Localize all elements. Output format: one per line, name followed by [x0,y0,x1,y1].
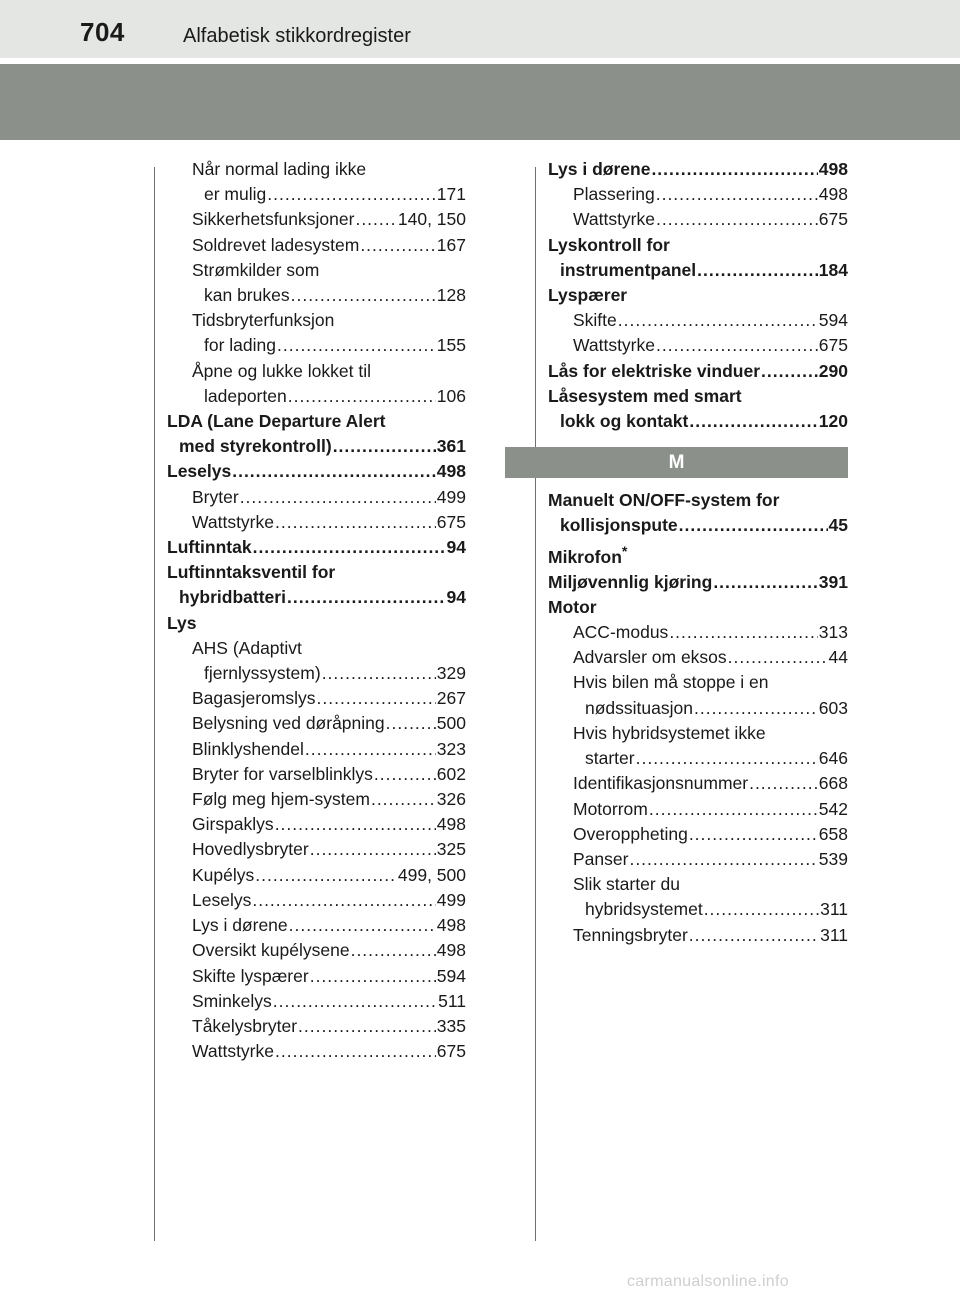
index-entry-label: Leselys [167,461,232,482]
index-entry-label: Hvis bilen må stoppe i en [573,672,769,693]
index-entry-label: Soldrevet ladesystem [192,234,360,255]
index-entry-label: Lys i dørene [548,159,651,179]
index-entry-page: 498 [436,814,466,835]
index-entry [548,359,848,384]
index-entry [167,409,466,434]
index-entry [167,560,466,585]
dot-leader [689,822,818,847]
index-entry [548,897,848,922]
dot-leader [351,938,436,963]
index-entry [548,157,848,182]
index-entry-label: Bryter for varselblinklys [192,763,373,784]
index-entry-label: ACC-modus [573,622,669,643]
index-entry-page: 311 [820,924,848,945]
index-entry-page: 498 [436,940,466,961]
dot-leader [252,888,435,913]
index-group-l-continued [548,157,848,434]
index-entry-page: 391 [818,571,848,592]
index-entry-page: 675 [436,1041,466,1062]
index-entry [548,283,848,308]
index-entry-page: 267 [436,688,466,709]
index-entry [548,721,848,746]
index-entry-label: LDA (Lane Departure Alert [167,411,386,432]
dot-leader [656,182,818,207]
index-entry-label: Wattstyrke [192,511,274,532]
index-entry [167,283,466,308]
index-entry [167,913,466,938]
index-entry-label: Belysning ved døråpning [192,713,385,734]
index-entry [548,258,848,283]
index-entry-page: 594 [818,310,848,331]
index-entry [167,233,466,258]
index-entry [167,1014,466,1039]
index-entry-label: Lys [167,612,197,633]
index-entry [167,1039,466,1064]
index-entry-page: 675 [818,209,848,230]
index-entry-label: instrumentpanel [560,259,697,280]
index-entry-label: Manuelt ON/OFF-system for [548,490,780,511]
index-entry-label: Mikrofon [548,546,622,567]
dot-leader [310,964,436,989]
index-entry [167,636,466,661]
dot-leader [689,409,817,434]
index-entry [548,771,848,796]
index-entry [167,661,466,686]
dot-leader [689,923,819,948]
index-entry [167,207,466,232]
index-entry-label: kan brukes [204,285,290,306]
index-entry-page: 542 [818,798,848,819]
index-entry-page: 361 [436,436,466,457]
index-entry-label: hybridbatteri [179,587,286,608]
index-entry-page: 498 [818,159,848,179]
dot-leader [679,513,828,538]
dot-leader [371,787,436,812]
header-bar [0,0,960,58]
index-entry [167,485,466,510]
index-entry [548,207,848,232]
dot-leader [694,696,818,721]
index-entry-page: 171 [436,184,466,205]
index-entry-label: Lyskontroll for [548,234,670,255]
index-entry-label: Girspaklys [192,814,274,835]
dot-leader [761,359,818,384]
index-entry [167,308,466,333]
left-column-rule [154,167,155,1241]
index-entry-page: 668 [818,773,848,794]
dot-leader [656,207,818,232]
index-entry-page: 167 [436,234,466,255]
dot-leader [713,570,817,595]
index-entry-page: 594 [436,965,466,986]
index-entry-label: Skifte [573,310,617,331]
index-entry-label: er mulig [204,184,267,205]
index-entry-page: 675 [818,335,848,356]
header-band [0,64,960,140]
index-entry-page: 646 [818,748,848,769]
index-entry [167,535,466,560]
index-entry-label: Følg meg hjem-system [192,789,370,810]
index-entry [167,258,466,283]
index-entry-page: 106 [436,385,466,406]
dot-leader [649,797,818,822]
dot-leader [275,812,436,837]
index-entry-label: fjernlyssystem) [204,663,321,684]
index-entry-label: Bryter [192,486,239,507]
index-entry-label: starter [585,748,635,769]
dot-leader [360,233,435,258]
index-entry-label: Oversikt kupélysene [192,940,350,961]
index-entry-page: 45 [828,515,848,536]
index-entry-label: Advarsler om eksos [573,647,727,668]
dot-leader [749,771,818,796]
index-entry [548,847,848,872]
index-entry-page: 539 [818,848,848,869]
dot-leader [704,897,819,922]
dot-leader [386,711,436,736]
index-entry-label: lokk og kontakt [560,411,689,432]
index-entry [548,488,848,513]
index-entry [167,333,466,358]
index-entry-label: Motorrom [573,798,648,819]
index-entry-label: Leselys [192,889,252,910]
footnote-star: * [621,542,628,559]
index-entry-label: Tåkelysbryter [192,1015,298,1036]
index-entry [167,888,466,913]
index-entry-page: 335 [436,1015,466,1036]
index-entry-label: AHS (Adaptivt [192,637,302,658]
index-entry [548,570,848,595]
index-entry-label: Wattstyrke [573,335,655,356]
index-entry-label: kollisjonspute [560,515,678,536]
index-entry-label: Blinklyshendel [192,738,304,759]
index-column-left [167,157,466,1064]
index-entry-page: 155 [436,335,466,356]
index-entry [548,696,848,721]
index-entry-label: nødssituasjon [585,697,693,718]
index-entry-label: Miljøvennlig kjøring [548,571,713,592]
dot-leader [317,686,436,711]
index-entry-page: 325 [436,839,466,860]
index-entry-label: Hvis hybridsystemet ikke [573,722,766,743]
index-entry [167,384,466,409]
index-entry-page: 499 [436,486,466,507]
index-entry-label: Lys i dørene [192,915,288,936]
dot-leader [656,333,818,358]
index-entry-label: Motor [548,596,597,617]
index-entry-label: Åpne og lukke lokket til [192,360,371,381]
index-entry-page: 184 [818,259,848,280]
index-entry-page: 675 [436,511,466,532]
index-entry [167,157,466,182]
index-entry [167,989,466,1014]
dot-leader [355,207,396,232]
index-entry-label: Wattstyrke [573,209,655,230]
index-entry [167,837,466,862]
dot-leader [277,333,436,358]
index-entry-label: Lyspærer [548,285,628,306]
index-entry-label: Sikkerhetsfunksjoner [192,209,355,230]
dot-leader [651,157,817,182]
dot-leader [255,863,397,888]
dot-leader [333,434,436,459]
dot-leader [253,535,446,560]
index-entry-label: Bagasjeromslys [192,688,316,709]
index-entry [167,182,466,207]
index-entry [548,746,848,771]
index-entry-page: 323 [436,738,466,759]
dot-leader [273,989,437,1014]
dot-leader [618,308,818,333]
dot-leader [374,762,436,787]
index-entry-page: 94 [446,587,466,608]
index-entry [167,863,466,888]
index-entry-label: ladeporten [204,385,287,406]
index-entry-page: 498 [436,915,466,936]
dot-leader [305,737,436,762]
dot-leader [288,384,436,409]
index-entry-label: Låsesystem med smart [548,385,742,406]
index-column-right [548,157,848,948]
page-number: 704 [80,17,125,47]
dot-leader [629,847,817,872]
index-entry [548,384,848,409]
index-entry-page: 44 [828,647,848,668]
dot-leader [728,645,828,670]
dot-leader [322,661,436,686]
page-title: Alfabetisk stikkordregister [183,25,411,47]
index-entry-label: Wattstyrke [192,1041,274,1062]
dot-leader [636,746,818,771]
index-entry-label: Strømkilder som [192,259,320,280]
index-entry [167,510,466,535]
index-entry-page: 511 [438,990,466,1011]
index-entry [548,233,848,258]
index-entry [548,539,848,570]
index-entry-label: Plassering [573,184,655,205]
middle-column-rule [535,167,536,1241]
index-entry [548,872,848,897]
index-entry [167,359,466,384]
index-entry [548,333,848,358]
index-entry-page: 498 [818,184,848,205]
index-entry-page: 500 [436,713,466,734]
dot-leader [275,510,436,535]
dot-leader [291,283,436,308]
dot-leader [240,485,436,510]
dot-leader [697,258,818,283]
section-header-m: M [505,447,848,478]
index-entry-label: hybridsystemet [585,899,703,920]
index-entry [167,787,466,812]
index-entry-label: Luftinntaksventil for [167,562,336,583]
index-entry-label: Overoppheting [573,823,688,844]
dot-leader [275,1039,436,1064]
index-entry [548,822,848,847]
index-entry-page: 290 [818,360,848,381]
index-entry-page: 499 [436,889,466,910]
index-entry-page: 140, 150 [397,209,466,230]
index-entry-label: Tidsbryterfunksjon [192,310,335,331]
index-entry [548,670,848,695]
index-entry-page: 120 [818,411,848,432]
index-entry [548,308,848,333]
index-entry [167,459,466,484]
index-entry-page: 602 [436,763,466,784]
index-entry [167,434,466,459]
dot-leader [287,585,446,610]
dot-leader [232,459,436,484]
dot-leader [267,182,436,207]
index-entry [167,938,466,963]
index-entry-label: Luftinntak [167,537,252,558]
index-entry [548,923,848,948]
index-entry-page: 499, 500 [397,864,466,885]
index-entry [167,585,466,610]
index-entry [167,737,466,762]
index-entry [548,620,848,645]
index-entry-page: 329 [436,663,466,684]
index-entry-label: Tenningsbryter [573,924,688,945]
index-entry-label: Sminkelys [192,990,272,1011]
index-entry-label: med styrekontroll) [179,436,332,457]
index-entry [548,409,848,434]
index-entry-label: Identifikasjonsnummer [573,773,749,794]
index-entry [167,964,466,989]
index-entry [548,595,848,620]
index-entry-label: Lås for elektriske vinduer [548,360,761,381]
index-entry-page: 498 [436,461,466,482]
dot-leader [298,1014,436,1039]
index-entry-page: 128 [436,285,466,306]
index-entry-page: 658 [818,823,848,844]
index-entry-label: Kupélys [192,864,255,885]
index-entry [167,812,466,837]
index-entry [548,797,848,822]
index-entry [167,711,466,736]
index-entry [548,182,848,207]
index-entry-page: 313 [818,622,848,643]
index-entry-label: Panser [573,848,629,869]
index-entry [548,513,848,538]
dot-leader [289,913,436,938]
index-entry-label: Skifte lyspærer [192,965,309,986]
index-entry-label: Slik starter du [573,874,680,895]
index-group-m [548,488,848,947]
index-entry [167,611,466,636]
watermark: carmanualsonline.info [627,1273,789,1290]
index-entry [548,645,848,670]
index-entry [167,762,466,787]
dot-leader [669,620,817,645]
index-entry-label: Hovedlysbryter [192,839,309,860]
index-entry-page: 603 [818,697,848,718]
index-entry-page: 311 [820,899,848,920]
index-entry-page: 326 [436,789,466,810]
dot-leader [310,837,436,862]
index-entry-page: 94 [446,537,466,558]
index-entry-label: for lading [204,335,276,356]
index-entry [167,686,466,711]
index-entry-label: Når normal lading ikke [192,159,367,179]
